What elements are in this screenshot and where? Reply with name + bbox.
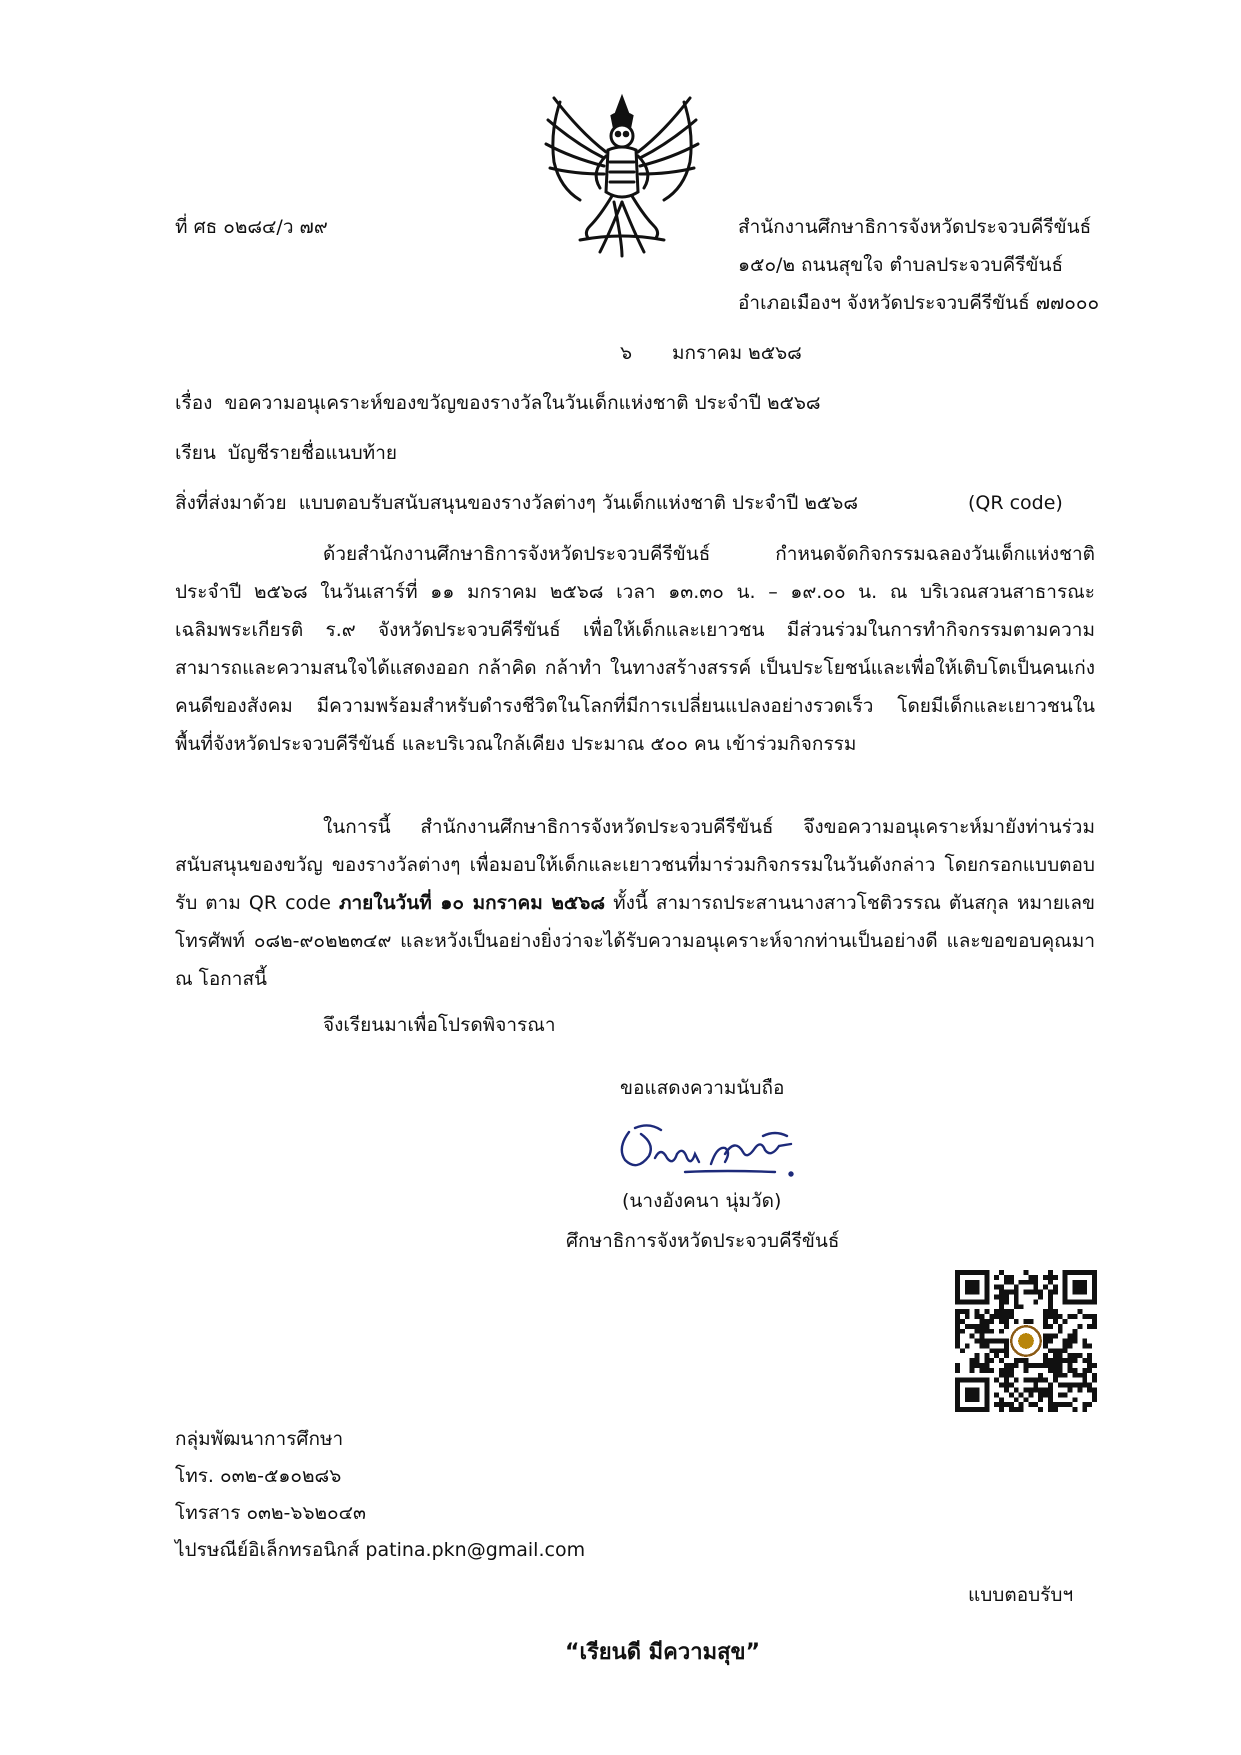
footer-phone: โทร. ๐๓๒-๕๑๐๒๘๖ [175,1465,342,1487]
footer-department: กลุ่มพัฒนาการศึกษา [175,1428,344,1450]
closing-request: จึงเรียนมาเพื่อโปรดพิจารณา [323,1014,556,1036]
body-paragraph-1 [175,535,1095,763]
date-month-year: มกราคม ๒๕๖๘ [672,342,802,364]
date-day: ๖ [620,342,633,364]
agency-address-line1: ๑๕๐/๒ ถนนสุขใจ ตำบลประจวบคีรีขันธ์ [738,254,1064,276]
recipient-line [175,440,397,466]
reference-number: ที่ ศธ ๐๒๘๔/ว ๗๙ [175,216,328,238]
deadline-text: ภายในวันที่ ๑๐ มกราคม ๒๕๖๘ [338,892,606,914]
subject-text: ขอความอนุเคราะห์ของขวัญของรางวัลในวันเด็กแห่งชาติ ประจำปี ๒๕๖๘ [224,392,821,414]
qr-code-icon[interactable] [955,1270,1097,1412]
subject-line [175,390,821,416]
enclosure-text: แบบตอบรับสนับสนุนของรางวัลต่างๆ วันเด็กแห่งชาติ ประจำปี ๒๕๖๘ [298,492,859,514]
body-paragraph-2-part1: ในการนี้ สำนักงานศึกษาธิการจังหวัดประจวบคีรีขันธ์ จึงขอความอนุเคราะห์มายังท่านร่วมสนับสนุนของขวัญ ของรางวัลต่างๆ เพื่อมอบให้เด็กและเยาวชนที่มาร่วมกิจกรรมในวันดังกล่าว โดยกรอกแบบตอบรับ ตาม QR code [175,816,1095,914]
handwritten-signature [615,1118,805,1180]
body-paragraph-2-part2: ทั้งนี้ สามารถประสานนางสาวโชติวรรณ ตันสกุล หมายเลขโทรศัพท์ ๐๘๒-๙๐๒๒๓๔๙ และหวังเป็นอย่างยิ่งว่าจะได้รับความอนุเคราะห์จากท่านเป็นอย่างดี และขอขอบคุณมา ณ โอกาสนี้ [175,892,1095,990]
enclosure-label: สิ่งที่ส่งมาด้วย [175,492,287,514]
garuda-emblem-icon [540,92,704,260]
body-paragraph-1-text: ด้วยสำนักงานศึกษาธิการจังหวัดประจวบคีรีขันธ์ กำหนดจัดกิจกรรมฉลองวันเด็กแห่งชาติ ประจำปี ๒๕๖๘ ในวันเสาร์ที่ ๑๑ มกราคม ๒๕๖๘ เวลา ๑๓.๓๐ น. – ๑๙.๐๐ น. ณ บริเวณสวนสาธารณะเฉลิมพระเกียรติ ร.๙ จังหวัดประจวบคีรีขันธ์ เพื่อให้เด็กและเยาวชน มีส่วนร่วมในการทำกิจกรรมตามความสามารถและความสนใจได้แสดงออก กล้าคิด กล้าทำ ในทางสร้างสรรค์ เป็นประโยชน์และเพื่อให้เติบโตเป็นคนเก่ง คนดีของสังคม มีความพร้อมสำหรับดำรงชีวิตในโลกที่มีการเปลี่ยนแปลงอย่างรวดเร็ว โดยมีเด็กและเยาวชนในพื้นที่จังหวัดประจวบคีรีขันธ์ และบริเวณใกล้เคียง ประมาณ ๕๐๐ คน เข้าร่วมกิจกรรม [175,543,1095,755]
enclosure-line [175,490,858,516]
signer-position: ศึกษาธิการจังหวัดประจวบคีรีขันธ์ [566,1230,840,1252]
signer-name: (นางอังคนา นุ่มวัด) [622,1190,782,1212]
recipient-label: เรียน [175,442,216,464]
qr-caption: แบบตอบรับฯ [968,1584,1074,1606]
subject-label: เรื่อง [175,392,213,414]
footer-fax: โทรสาร ๐๓๒-๖๖๒๐๔๓ [175,1502,367,1524]
motto: “เรียนดี มีความสุข” [565,1640,761,1665]
recipient-text: บัญชีรายชื่อแนบท้าย [227,442,398,464]
body-paragraph-2 [175,808,1095,998]
agency-address-line2: อำเภอเมืองฯ จังหวัดประจวบคีรีขันธ์ ๗๗๐๐๐ [738,292,1100,314]
footer-email[interactable]: ไปรษณีย์อิเล็กทรอนิกส์ patina.pkn@gmail.com [175,1539,586,1561]
complimentary-close: ขอแสดงความนับถือ [620,1077,785,1099]
enclosure-note: (QR code) [968,492,1063,514]
agency-name: สำนักงานศึกษาธิการจังหวัดประจวบคีรีขันธ์ [738,216,1092,238]
